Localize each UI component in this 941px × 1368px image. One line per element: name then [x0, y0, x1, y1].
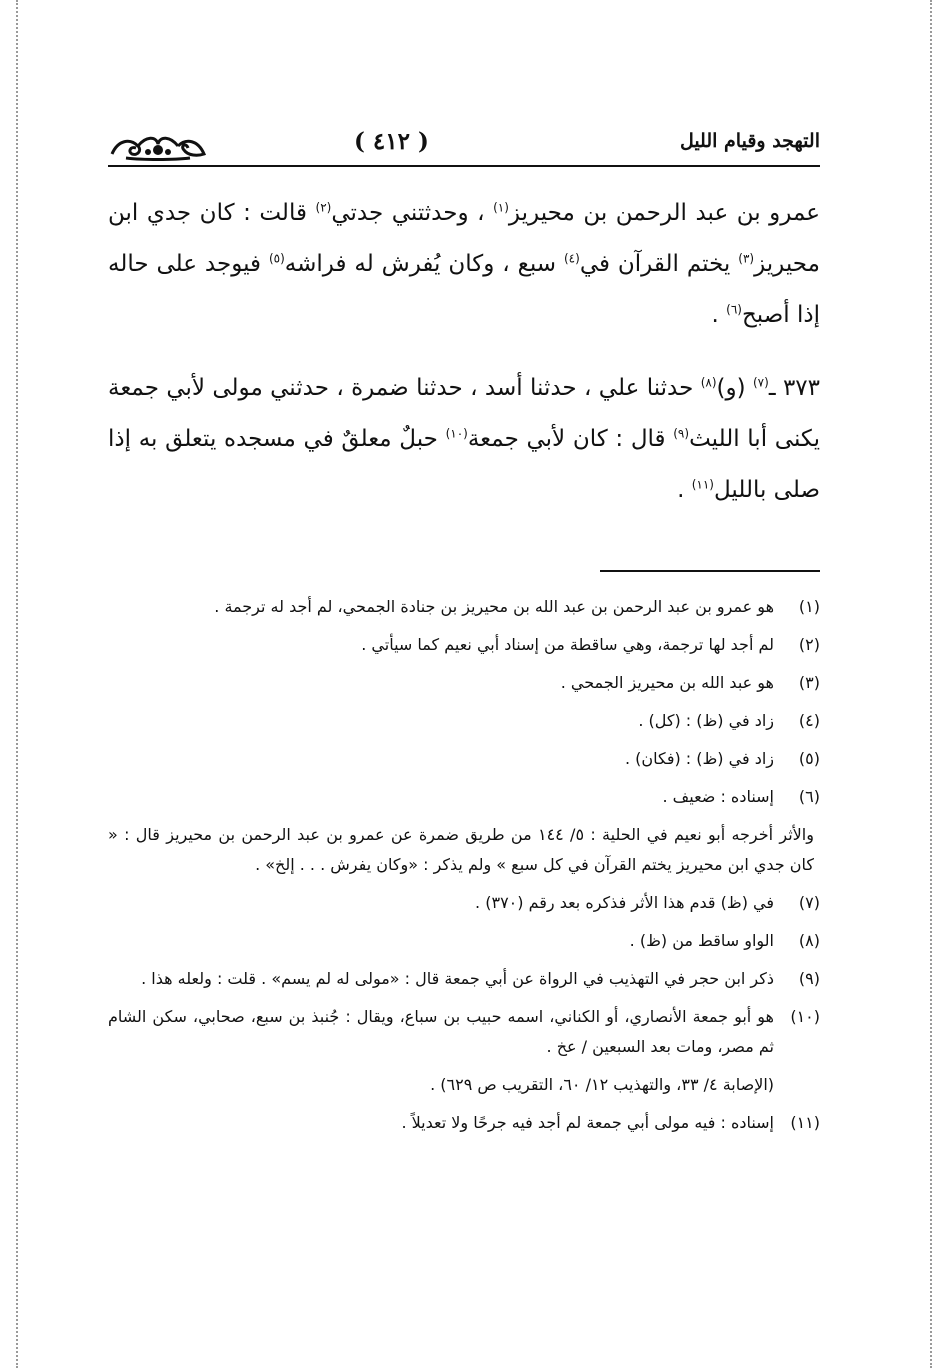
paragraph-1 — [108, 188, 820, 341]
text-run: فيوجد على حاله إذا أصبح — [108, 251, 820, 328]
footnote-4 — [108, 706, 820, 736]
footnote-ref-1: (١) — [493, 200, 509, 215]
footnote-2 — [108, 630, 820, 660]
footnote-number: (٨) — [798, 931, 820, 950]
paragraph-2 — [108, 363, 820, 516]
text-run: (و) — [716, 375, 753, 401]
footnote-3 — [108, 668, 820, 698]
text-run: قال : كان لأبي جمعة — [467, 426, 674, 452]
footnote-ref-3: (٣) — [738, 251, 755, 266]
text-run: . — [711, 302, 727, 328]
footnote-text: لم أجد لها ترجمة، وهي ساقطة من إسناد أبي نعيم كما سيأتي . — [361, 635, 774, 654]
footnote-number: (١٠) — [790, 1007, 820, 1026]
footnote-7 — [108, 888, 820, 918]
footnote-ref-8: (٨) — [700, 375, 717, 390]
floral-ornament-icon — [108, 130, 208, 162]
footnote-number: (٢) — [798, 635, 820, 654]
text-run: . — [677, 477, 692, 503]
text-run: حبلٌ معلقٌ في مسجده يتعلق به إذا صلى بالليل — [108, 426, 820, 503]
footnote-text: الواو ساقط من (ظ) . — [629, 931, 774, 950]
footnote-number: (٣) — [798, 673, 820, 692]
footnote-text: زاد في (ظ) : (فكان) . — [624, 749, 774, 768]
main-text — [108, 188, 820, 516]
page-number: ( ٤١٢ ) — [354, 128, 429, 155]
footnote-6 — [108, 782, 820, 812]
footnote-5 — [108, 744, 820, 774]
page-header — [108, 128, 820, 164]
footnote-ref-9: (٩) — [673, 426, 690, 441]
footnote-number: (٤) — [798, 711, 820, 730]
footnote-number: (٥) — [798, 749, 820, 768]
footnote-ref-4: (٤) — [563, 251, 580, 266]
scan-dotted-margin-left — [16, 0, 18, 1368]
text-run: عمرو بن عبد الرحمن بن محيريز — [508, 200, 820, 226]
footnote-number: (١) — [798, 597, 820, 616]
footnote-ref-11: (١١) — [691, 477, 714, 492]
footnote-9 — [108, 964, 820, 994]
footnote-number: (١١) — [790, 1113, 820, 1132]
footnotes — [108, 592, 820, 1146]
text-run: سبع ، وكان يُفرش له فراشه — [284, 251, 564, 277]
text-run: ، وحدثتني جدتي — [331, 200, 494, 226]
header-rule — [108, 165, 820, 167]
footnote-ref-7: (٧) — [752, 375, 769, 390]
footnote-text: في (ظ) قدم هذا الأثر فذكره بعد رقم (٣٧٠) . — [475, 893, 774, 912]
footnote-ref-10: (١٠) — [445, 426, 468, 441]
hadith-number: ٣٧٣ ـ — [768, 375, 820, 401]
scan-dotted-margin-right — [930, 0, 932, 1368]
footnote-text: ذكر ابن حجر في التهذيب في الرواة عن أبي جمعة قال : «مولى له لم يسم» . قلت : ولعله هذا . — [141, 969, 774, 988]
running-title: التهجد وقيام الليل — [679, 130, 820, 152]
footnote-text: هو عمرو بن عبد الرحمن بن عبد الله بن محيريز بن جنادة الجمحي، لم أجد له ترجمة . — [214, 597, 774, 616]
footnote-text: إسناده : ضعيف . — [662, 787, 774, 806]
footnote-1 — [108, 592, 820, 622]
footnote-text: إسناده : فيه مولى أبي جمعة لم أجد فيه جرحًا ولا تعديلاً . — [401, 1113, 774, 1132]
footnote-ref-5: (٥) — [268, 251, 285, 266]
footnote-8 — [108, 926, 820, 956]
footnote-ref-6: (٦) — [726, 302, 742, 317]
footnote-number: (٩) — [798, 969, 820, 988]
text-run: حدثنا علي ، حدثنا أسد ، حدثنا ضمرة ، حدثني مولى لأبي جمعة يكنى أبا الليث — [108, 375, 820, 452]
footnote-number: (٧) — [798, 893, 820, 912]
footnote-10-continuation: (الإصابة ٤/ ٣٣، والتهذيب ١٢/ ٦٠، التقريب ص ٦٢٩) . — [430, 1075, 774, 1094]
footnote-ref-2: (٢) — [315, 200, 332, 215]
footnote-number: (٦) — [798, 787, 820, 806]
footnote-text: هو أبو جمعة الأنصاري، أو الكناني، اسمه حبيب بن سباع، ويقال : جُنبذ بن سبع، صحابي، سكن الشام ثم مصر، ومات بعد السبعين / عخ . — [108, 1007, 774, 1056]
text-run: يختم القرآن في — [579, 251, 739, 277]
footnote-6-continuation: والأثر أخرجه أبو نعيم في الحلية : ٥/ ١٤٤ من طريق ضمرة عن عمرو بن عبد الرحمن بن محيريز قال : « كان جدي ابن محيريز يختم القرآن في كل سبع » ولم يذكر : «وكان يفرش . . . إلخ» . — [108, 825, 814, 874]
footnote-text: هو عبد الله بن محيريز الجمحي . — [560, 673, 774, 692]
footnote-separator — [600, 570, 820, 572]
footnote-text: زاد في (ظ) : (كل) . — [638, 711, 774, 730]
text-run: قالت : كان جدي ابن محيريز — [108, 200, 820, 277]
footnote-10 — [108, 1002, 820, 1062]
footnote-11 — [108, 1108, 820, 1138]
